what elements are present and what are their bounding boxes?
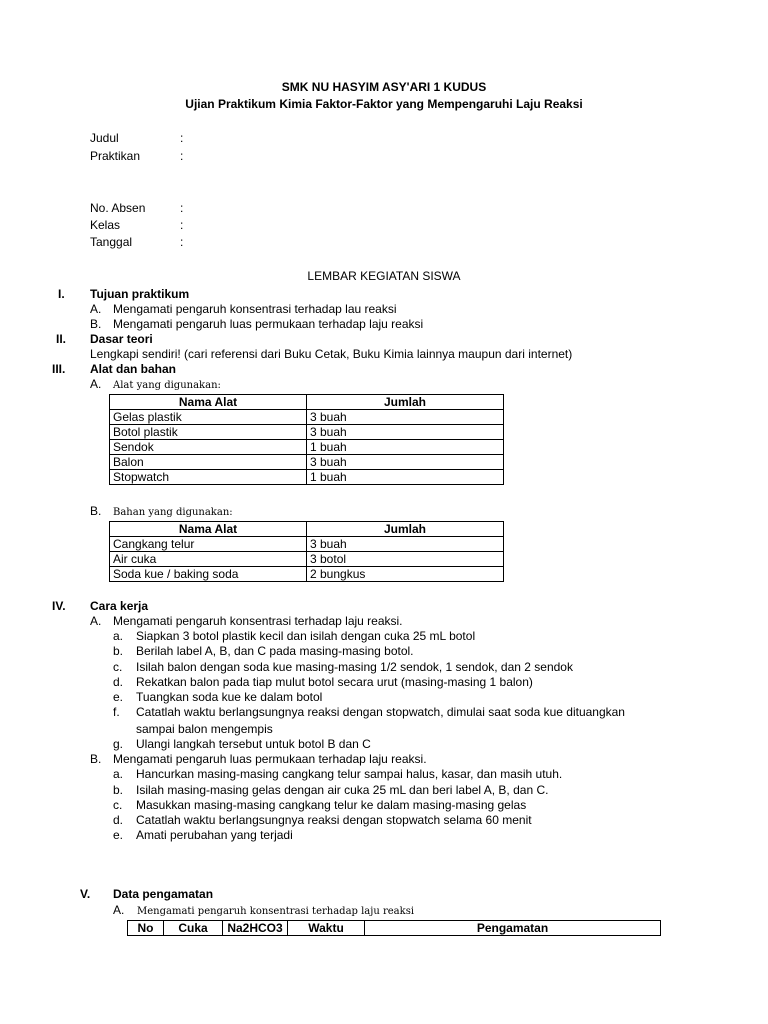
s4-b-marker: B. bbox=[90, 752, 102, 766]
table-cell: 2 bungkus bbox=[307, 567, 504, 582]
table-cell: Sendok bbox=[110, 440, 307, 455]
s4-a-step-text-cont: sampai balon mengempis bbox=[136, 722, 273, 736]
table-header-cell: Nama Alat bbox=[110, 522, 307, 537]
table-cell: Gelas plastik bbox=[110, 410, 307, 425]
field-kelas-label: Kelas bbox=[90, 218, 121, 232]
alat-table bbox=[109, 394, 504, 485]
table-cell: Cangkang telur bbox=[110, 537, 307, 552]
field-tanggal-colon: : bbox=[180, 235, 184, 249]
section-4-number: IV. bbox=[52, 599, 66, 613]
table-row bbox=[110, 470, 504, 485]
s3-a-marker: A. bbox=[90, 377, 102, 391]
s4-a-step-text: Berilah label A, B, dan C pada masing-masing botol. bbox=[136, 644, 414, 658]
field-no-absen-label: No. Absen bbox=[90, 201, 146, 215]
s4-a-step-text: Ulangi langkah tersebut untuk botol B dan C bbox=[136, 737, 371, 751]
section-5-number: V. bbox=[80, 887, 91, 901]
table-header-row bbox=[110, 395, 504, 410]
table-cell: 3 buah bbox=[307, 455, 504, 470]
s4-b-step-marker: a. bbox=[113, 767, 124, 781]
s4-a-step-text: Catatlah waktu berlangsungnya reaksi dengan stopwatch, dimulai saat soda kue dituangkan bbox=[136, 705, 625, 719]
s4-b-step-text: Amati perubahan yang terjadi bbox=[136, 828, 293, 842]
s4-b-step-marker: d. bbox=[113, 813, 124, 827]
table-header-cell: Jumlah bbox=[307, 395, 504, 410]
s4-a-text: Mengamati pengaruh konsentrasi terhadap laju reaksi. bbox=[113, 614, 403, 628]
s4-a-step-marker: b. bbox=[113, 644, 124, 658]
table-cell: Botol plastik bbox=[110, 425, 307, 440]
s4-a-step-text: Siapkan 3 botol plastik kecil dan isilah dengan cuka 25 mL botol bbox=[136, 629, 476, 643]
table-cell: Stopwatch bbox=[110, 470, 307, 485]
table-row bbox=[110, 410, 504, 425]
bahan-table bbox=[109, 521, 504, 582]
s1-item-b-text: Mengamati pengaruh luas permukaan terhadap laju reaksi bbox=[113, 317, 424, 331]
table-cell: 1 buah bbox=[307, 470, 504, 485]
s1-item-a-marker: A. bbox=[90, 302, 102, 316]
table-cell: 3 buah bbox=[307, 537, 504, 552]
table-header-cell: Pengamatan bbox=[365, 921, 661, 936]
table-row bbox=[110, 552, 504, 567]
s4-a-step-marker: c. bbox=[113, 660, 123, 674]
field-no-absen-colon: : bbox=[180, 201, 184, 215]
table-cell: 3 buah bbox=[307, 410, 504, 425]
s5-a-label: Mengamati pengaruh konsentrasi terhadap laju reaksi bbox=[137, 906, 415, 917]
table-row bbox=[110, 440, 504, 455]
section-1-title: Tujuan praktikum bbox=[90, 287, 190, 301]
s4-a-step-marker: e. bbox=[113, 690, 124, 704]
field-judul-label: Judul bbox=[90, 131, 119, 145]
table-header-cell: Na2HCO3 bbox=[223, 921, 288, 936]
s4-a-step-text: Isilah balon dengan soda kue masing-masing 1/2 sendok, 1 sendok, dan 2 sendok bbox=[136, 660, 573, 674]
section-2-title: Dasar teori bbox=[90, 332, 153, 346]
table-cell: Balon bbox=[110, 455, 307, 470]
table-row bbox=[110, 567, 504, 582]
field-judul-colon: : bbox=[180, 131, 184, 145]
table-cell: 3 botol bbox=[307, 552, 504, 567]
section-3-number: III. bbox=[52, 362, 66, 376]
s4-b-step-marker: e. bbox=[113, 828, 124, 842]
field-praktikan-colon: : bbox=[180, 149, 184, 163]
table-cell: 3 buah bbox=[307, 425, 504, 440]
s1-item-a-text: Mengamati pengaruh konsentrasi terhadap lau reaksi bbox=[113, 302, 397, 316]
s4-b-step-marker: b. bbox=[113, 783, 124, 797]
s4-a-marker: A. bbox=[90, 614, 102, 628]
s4-b-step-text: Catatlah waktu berlangsungnya reaksi dengan stopwatch selama 60 menit bbox=[136, 813, 532, 827]
s4-a-step-marker: a. bbox=[113, 629, 124, 643]
s4-a-step-marker: d. bbox=[113, 675, 124, 689]
s4-b-step-text: Isilah masing-masing gelas dengan air cuka 25 mL dan beri label A, B, dan C. bbox=[136, 783, 549, 797]
table-row bbox=[110, 455, 504, 470]
observation-table bbox=[127, 920, 661, 936]
field-praktikan-label: Praktikan bbox=[90, 149, 141, 163]
school-title: SMK NU HASYIM ASY'ARI 1 KUDUS bbox=[281, 80, 487, 94]
table-header-row bbox=[128, 921, 661, 936]
table-header-cell: Jumlah bbox=[307, 522, 504, 537]
s4-b-step-text: Masukkan masing-masing cangkang telur ke dalam masing-masing gelas bbox=[136, 798, 527, 812]
table-row bbox=[110, 425, 504, 440]
section-2-text: Lengkapi sendiri! (cari referensi dari Buku Cetak, Buku Kimia lainnya maupun dari internet) bbox=[90, 347, 573, 361]
s4-a-step-text: Rekatkan balon pada tiap mulut botol secara urut (masing-masing 1 balon) bbox=[136, 675, 533, 689]
section-2-number: II. bbox=[56, 332, 67, 346]
s4-a-step-marker: f. bbox=[113, 705, 120, 719]
s1-item-b-marker: B. bbox=[90, 317, 102, 331]
s3-b-label: Bahan yang digunakan: bbox=[113, 507, 233, 518]
field-tanggal-label: Tanggal bbox=[90, 235, 133, 249]
table-row bbox=[110, 537, 504, 552]
s3-a-label: Alat yang digunakan: bbox=[113, 380, 221, 391]
section-4-title: Cara kerja bbox=[90, 599, 149, 613]
s4-b-step-text: Hancurkan masing-masing cangkang telur sampai halus, kasar, dan masih utuh. bbox=[136, 767, 563, 781]
s4-b-step-marker: c. bbox=[113, 798, 123, 812]
table-header-cell: Cuka bbox=[164, 921, 223, 936]
section-3-title: Alat dan bahan bbox=[90, 362, 177, 376]
lks-title: LEMBAR KEGIATAN SISWA bbox=[307, 269, 461, 283]
table-header-row bbox=[110, 522, 504, 537]
field-kelas-colon: : bbox=[180, 218, 184, 232]
s5-a-marker: A. bbox=[113, 903, 125, 917]
table-header-cell: No bbox=[128, 921, 164, 936]
s4-b-text: Mengamati pengaruh luas permukaan terhadap laju reaksi. bbox=[113, 752, 427, 766]
s4-a-step-marker: g. bbox=[113, 737, 124, 751]
s4-a-step-text: Tuangkan soda kue ke dalam botol bbox=[136, 690, 323, 704]
table-cell: 1 buah bbox=[307, 440, 504, 455]
table-header-cell: Nama Alat bbox=[110, 395, 307, 410]
section-5-title: Data pengamatan bbox=[113, 887, 214, 901]
table-cell: Soda kue / baking soda bbox=[110, 567, 307, 582]
exam-title: Ujian Praktikum Kimia Faktor-Faktor yang Mempengaruhi Laju Reaksi bbox=[185, 97, 583, 111]
table-header-cell: Waktu bbox=[288, 921, 365, 936]
table-cell: Air cuka bbox=[110, 552, 307, 567]
s3-b-marker: B. bbox=[90, 504, 102, 518]
section-1-number: I. bbox=[58, 287, 65, 301]
